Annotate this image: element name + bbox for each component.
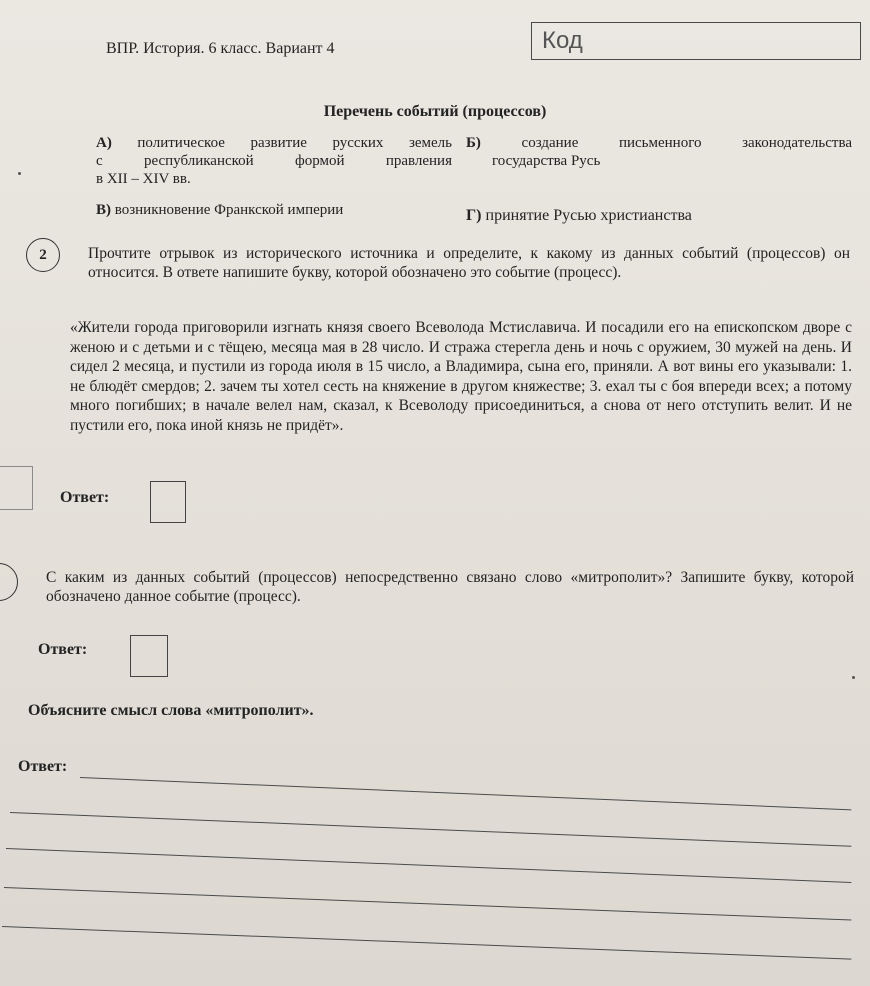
header-title: ВПР. История. 6 класс. Вариант 4 <box>106 40 335 57</box>
event-a-line3: в XII – XIV вв. <box>96 171 191 187</box>
event-g-text: принятие Русью христианства <box>485 207 692 224</box>
event-b-line2: государства Русь <box>492 153 601 169</box>
task-3-answer-box[interactable] <box>130 635 168 677</box>
task-2-answer-label: Ответ: <box>60 489 110 506</box>
answer-line[interactable] <box>6 848 851 883</box>
event-g-letter: Г) <box>466 207 482 224</box>
task-3-explain-answer-label: Ответ: <box>18 758 68 775</box>
task-2-number: 2 <box>26 238 60 272</box>
event-b-line1: Б) создание письменного законодательства <box>466 135 852 151</box>
stray-mark <box>852 676 855 679</box>
task-3-number-circle <box>0 563 18 601</box>
event-v-letter: В) <box>96 202 111 218</box>
event-a-line1: А) политическое развитие русских земель <box>96 135 453 151</box>
task-3-explain-prompt: Объясните смысл слова «митрополит». <box>28 702 314 719</box>
stray-mark <box>18 172 21 175</box>
answer-line[interactable] <box>80 777 851 810</box>
events-list-title: Перечень событий (процессов) <box>323 103 547 120</box>
task-2-prompt: Прочтите отрывок из исторического источника и определите, к какому из данных событий (процессов) он относится. В ответе напишите букву, которой обозначено это событие (процесс). <box>88 245 850 281</box>
event-b-letter: Б) <box>466 135 481 151</box>
event-v <box>96 201 456 219</box>
event-v-text: возникновение Франкской империи <box>114 202 344 218</box>
event-b <box>466 134 852 170</box>
score-box <box>0 466 33 510</box>
event-a <box>96 134 452 188</box>
code-field[interactable] <box>531 22 861 60</box>
task-3-prompt: С каким из данных событий (процессов) непосредственно связано слово «митрополит»? Запишите букву, которой обозначено данное событие (процесс). <box>46 569 854 605</box>
task-2-answer-box[interactable] <box>150 481 186 523</box>
code-label: Код <box>542 27 583 54</box>
answer-line[interactable] <box>2 926 851 960</box>
answer-line[interactable] <box>4 887 851 921</box>
task-3-answer-label: Ответ: <box>38 641 88 658</box>
event-a-line2: с республиканской формой правления <box>96 153 452 169</box>
event-a-letter: А) <box>96 135 112 151</box>
event-g <box>466 207 846 225</box>
answer-line[interactable] <box>10 812 851 847</box>
task-2-source-quote: «Жители города приговорили изгнать князя своего Всеволода Мстиславича. И посадили его на епископском дворе с женою и с детьми и с тёщею, месяца мая в 28 число. И стража стерегла день и ночь с оружием, 30 мужей на день. И сидел 2 месяца, и пустили из города июля в 15 число, а Владимира, сына его, приняли. А вот вины его указывали: 1. не блюдёт смердов; 2. зачем ты хотел сесть на княжение в другом княжестве; 3. ехал ты с боя впереди всех; а потому много погибших; в начале велел нам, сказал, к Всеволоду присоединиться, а снова от него отступить велит. И не пустили его, пока иной князь не придёт». <box>70 319 852 434</box>
